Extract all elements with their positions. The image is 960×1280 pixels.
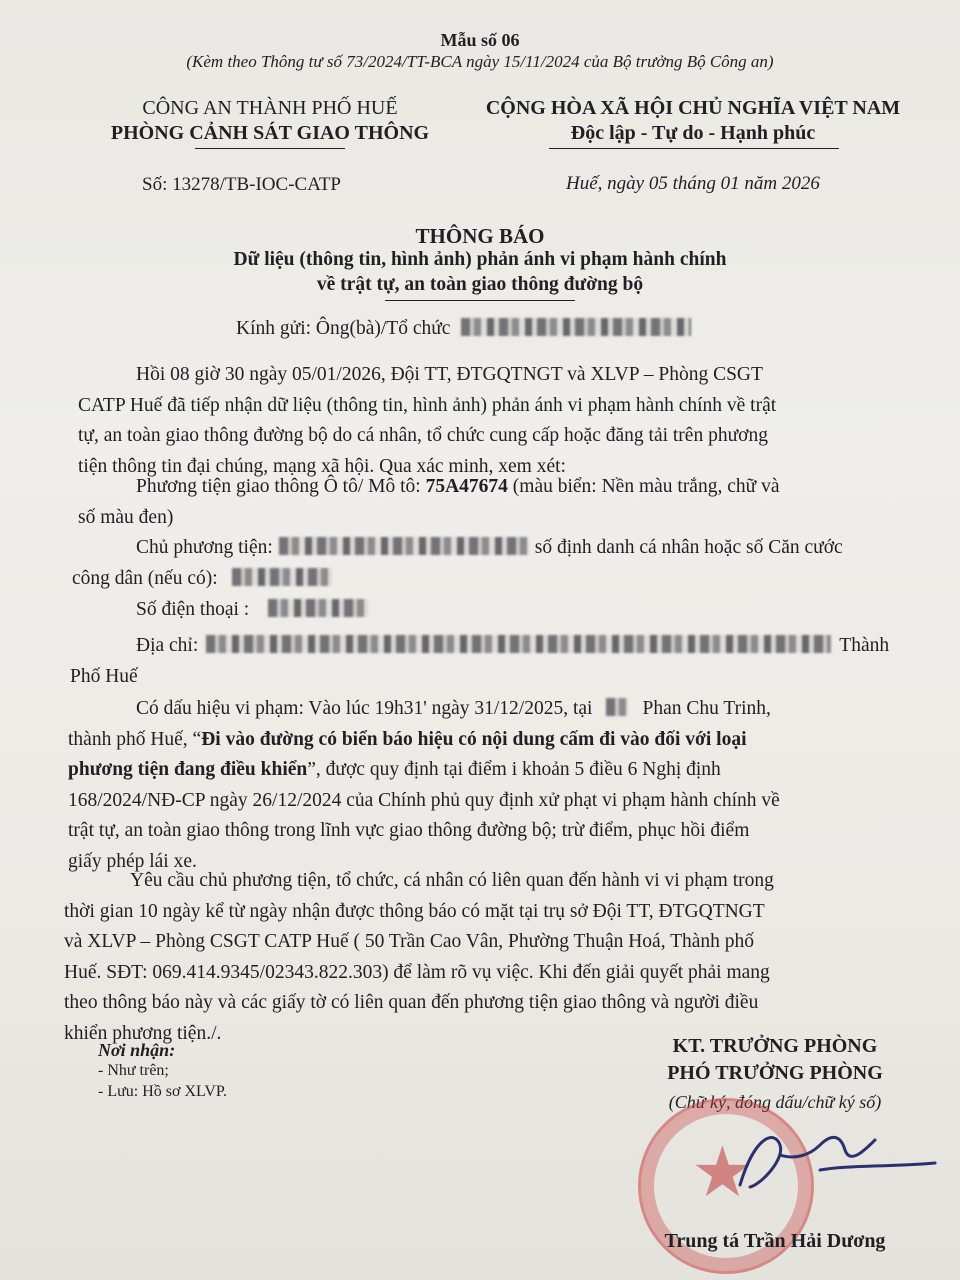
vehicle-line-2: số màu đen) [78,506,174,528]
redacted-address [206,635,831,653]
address-label: Địa chỉ: [136,635,199,656]
vehicle-line-1 [78,472,779,503]
greeting-label: Kính gửi: Ông(bà)/Tổ chức [236,318,451,339]
intro-line-2: CATP Huế đã tiếp nhận dữ liệu (thông tin, hình ảnh) phản ánh vi phạm hành chính về trật [78,394,777,416]
violation-line-2 [68,725,780,756]
intro-line-3: tự, an toàn giao thông đường bộ do cá nhân, tổ chức cung cấp hoặc đăng tải trên phương [78,425,768,446]
intro-line-1: Hồi 08 giờ 30 ngày 05/01/2026, Đội TT, ĐTGQTNGT và XLVP – Phòng CSGT [136,364,763,385]
citizen-id-label: công dân (nếu có): [72,567,218,589]
violation-city: thành phố Huế, “ [68,728,202,750]
recipient-item: - Lưu: Hồ sơ XLVP. [98,1083,227,1100]
intro-paragraph [78,360,776,482]
handwritten-signature [700,1115,940,1205]
phone-line [136,599,368,621]
signer-role-1: KT. TRƯỞNG PHÒNG [672,1035,878,1057]
license-plate: 75A47674 [425,476,508,497]
violation-regulation: ”, được quy định tại điểm i khoản 5 điều 6 Nghị định [307,759,721,780]
address-city: Thành [839,635,890,656]
request-line-6: khiển phương tiện./. [64,1022,222,1044]
country-name: CỘNG HÒA XÃ HỘI CHỦ NGHĨA VIỆT NAM [485,97,901,119]
owner-line-1 [72,533,843,564]
owner-paragraph [72,533,843,594]
redacted-citizen-id [232,568,332,586]
agency-name: CÔNG AN THÀNH PHỐ HUẾ [142,97,398,119]
request-line-2: thời gian 10 ngày kể từ ngày nhận được thông báo có mặt tại trụ sở Đội TT, ĐTGQTNGT [64,900,765,922]
owner-id-label: số định danh cá nhân hoặc số Căn cước [534,537,843,558]
request-line-1: Yêu cầu chủ phương tiện, tổ chức, cá nhân có liên quan đến hành vi vi phạm trong [130,870,774,891]
form-number: Mẫu số 06 [440,30,520,50]
violation-line-4: 168/2024/NĐ-CP ngày 26/12/2024 của Chính phủ quy định xử phạt vi phạm hành chính về [68,789,780,811]
signature-note: (Chữ ký, đóng dấu/chữ ký số) [668,1092,882,1112]
violation-description-end: phương tiện đang điều khiển [68,759,308,780]
department-name: PHÒNG CẢNH SÁT GIAO THÔNG [110,122,430,144]
signer-role-2: PHÓ TRƯỞNG PHÒNG [667,1062,883,1084]
title-rule [385,300,575,301]
address-line-1 [70,631,889,662]
phone-label: Số điện thoại : [136,599,250,620]
violation-line-1 [68,694,780,725]
request-line-4: Huế. SĐT: 069.414.9345/02343.822.303) để làm rõ vụ việc. Khi đến giải quyết phải mang [64,961,770,983]
violation-line-6: giấy phép lái xe. [68,850,197,872]
notice-subtitle-2: về trật tự, an toàn giao thông đường bộ [316,274,644,295]
redacted-owner [279,537,529,555]
greeting-line [236,318,691,340]
signer-name: Trung tá Trần Hải Dương [664,1230,886,1252]
owner-line-2 [72,564,843,595]
vehicle-label: Phương tiện giao thông Ô tô/ Mô tô: [136,476,426,497]
violation-description: Đi vào đường có biển báo hiệu có nội dung cấm đi vào đối với loại [201,728,747,750]
recipient-item: - Như trên; [98,1062,169,1079]
plate-color: (màu biển: Nền màu trắng, chữ và [507,476,780,497]
notice-subtitle-1: Dữ liệu (thông tin, hình ảnh) phản ánh vi phạm hành chính [233,249,727,270]
violation-line-3 [68,755,780,786]
notice-title: THÔNG BÁO [415,224,545,248]
recipients-title: Nơi nhận: [98,1040,176,1060]
owner-label: Chủ phương tiện: [136,537,273,558]
document-number: Số: 13278/TB-IOC-CATP [142,174,341,195]
redacted-phone [268,599,368,617]
address-paragraph [70,631,889,692]
star-icon: ★ [691,1131,754,1213]
redacted-recipient [461,318,691,336]
vehicle-paragraph [78,472,779,533]
request-paragraph [64,866,774,1049]
redacted-house-number [606,698,628,716]
place-and-date: Huế, ngày 05 tháng 01 năm 2026 [566,173,820,194]
national-motto: Độc lập - Tự do - Hạnh phúc [570,122,816,144]
header-rule-left [195,148,345,149]
header-rule-right [549,148,839,149]
violation-line-5: trật tự, an toàn giao thông trong lĩnh vực giao thông đường bộ; trừ điểm, phục hồi điểm [68,820,750,841]
address-line-2: Phố Huế [70,665,138,687]
violation-time: Có dấu hiệu vi phạm: Vào lúc 19h31' ngày 31/12/2025, tại [136,698,593,719]
violation-paragraph [68,694,780,877]
intro-line-4: tiện thông tin đại chúng, mạng xã hội. Qua xác minh, xem xét: [78,455,566,477]
violation-street: Phan Chu Trinh, [642,698,771,719]
attachment-note: (Kèm theo Thông tư số 73/2024/TT-BCA ngày 15/11/2024 của Bộ trưởng Bộ Công an) [186,52,774,71]
request-line-5: theo thông báo này và các giấy tờ có liên quan đến phương tiện giao thông và người điều [64,992,759,1013]
request-line-3: và XLVP – Phòng CSGT CATP Huế ( 50 Trần Cao Vân, Phường Thuận Hoá, Thành phố [64,931,755,952]
